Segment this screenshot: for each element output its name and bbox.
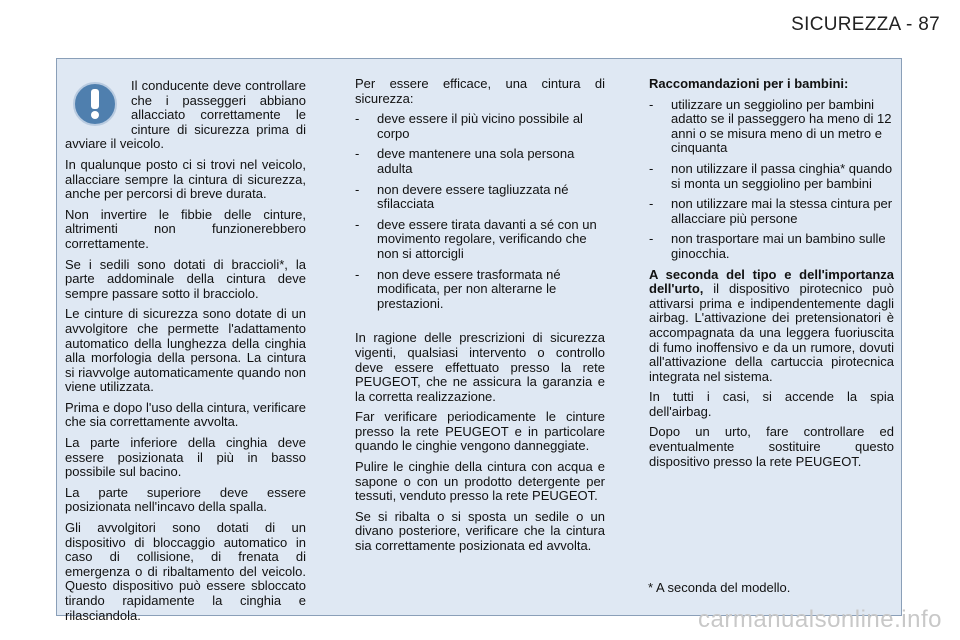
footnote: * A seconda del modello. (648, 580, 791, 595)
paragraph: Gli avvolgitori sono dotati di un dispositivo di bloccaggio automatico in caso di collisione, di frenata di emergenza o di ribaltamento del veicolo. Questo dispositivo può essere sbloccato tirando rapidamente la cinghia e rilasciandola. (65, 520, 306, 623)
watermark: carmanualsonline.info (698, 606, 942, 633)
paragraph: Pulire le cinghie della cintura con acqua e sapone o con un prodotto detergente per tessuti, venduto presso la rete PEUGEOT. (355, 459, 605, 504)
list (355, 112, 605, 311)
paragraph: In qualunque posto ci si trovi nel veicolo, allacciare sempre la cintura di sicurezza, anche per percorsi di breve durata. (65, 156, 306, 202)
page-title: SICUREZZA - 87 (791, 14, 940, 35)
paragraph (649, 268, 894, 385)
list-item: - non trasportare mai un bambino sulle ginocchia. (649, 232, 894, 261)
list-item: - deve mantenere una sola persona adulta (355, 147, 605, 176)
list-item: - non deve essere trasformata né modificata, per non alterarne le prestazioni. (355, 268, 605, 312)
column-middle (355, 77, 605, 560)
paragraph: Far verificare periodicamente le cinture presso la rete PEUGEOT e in particolare quando le cinghie vengono danneggiate. (355, 409, 605, 454)
section-heading: Raccomandazioni per i bambini: (649, 76, 849, 91)
paragraph: Se i sedili sono dotati di braccioli*, la parte addominale della cintura deve sempre passare sotto il bracciolo. (65, 256, 306, 301)
column-right (649, 77, 894, 475)
exclamation-icon (73, 82, 117, 126)
list-item: - non utilizzare mai la stessa cintura per allacciare più persone (649, 197, 894, 226)
paragraph: La parte inferiore della cinghia deve essere posizionata il più in basso possibile sul bacino. (65, 435, 306, 480)
paragraph: La parte superiore deve essere posizionata nell'incavo della spalla. (65, 484, 306, 515)
bold-lead: A seconda del tipo e dell'importanza dell'urto, (649, 266, 894, 297)
paragraph: Prima e dopo l'uso della cintura, verificare che sia correttamente avvolta. (65, 399, 306, 430)
paragraph: In ragione delle prescrizioni di sicurezza vigenti, qualsiasi intervento o controllo deve essere effettuato presso la rete PEUGEOT, che ne assicura la garanzia e la corretta realizzazione. (355, 330, 605, 404)
paragraph-text: il dispositivo pirotecnico può attivarsi prima e indipendentemente dagli airbag. L'attivazione dei pretensionatori è accompagnata da una leggera fuoriuscita di fumo inoffensivo e da un rumore, dovuti all'attivazione della cartuccia pirotecnica integrata nel sistema. (649, 281, 894, 384)
list-item: - deve essere il più vicino possibile al corpo (355, 112, 605, 141)
paragraph: Per essere efficace, una cintura di sicurezza: (355, 76, 605, 106)
list (649, 98, 894, 262)
paragraph: Non invertire le fibbie delle cinture, altrimenti non funzionerebbero correttamente. (65, 206, 306, 251)
paragraph: Se si ribalta o si sposta un sedile o un divano posteriore, verificare che la cintura sia correttamente posizionata ed avvolta. (355, 508, 605, 554)
paragraph: Le cinture di sicurezza sono dotate di un avvolgitore che permette l'adattamento automatico della lunghezza della cinghia alla morfologia della persona. La cintura si riavvolge automaticamente quando non viene utilizzata. (65, 306, 306, 395)
list-item: - non devere essere tagliuzzata né sfilacciata (355, 183, 605, 212)
column-left (65, 79, 306, 629)
list-item: - deve essere tirata davanti a sé con un movimento regolare, verificando che non si attorcigli (355, 218, 605, 262)
paragraph: Dopo un urto, fare controllare ed eventualmente sostituire questo dispositivo presso la rete PEUGEOT. (649, 424, 894, 469)
paragraph: Il conducente deve controllare che i passeggeri abbiano allacciato correttamente le cinture di sicurezza prima di avviare il veicolo. (65, 78, 306, 152)
list-item: - non utilizzare il passa cinghia* quando si monta un seggiolino per bambini (649, 162, 894, 191)
paragraph: In tutti i casi, si accende la spia dell'airbag. (649, 389, 894, 419)
list-item: - utilizzare un seggiolino per bambini adatto se il passeggero ha meno di 12 anni o se misura meno di un metro e cinquanta (649, 98, 894, 156)
